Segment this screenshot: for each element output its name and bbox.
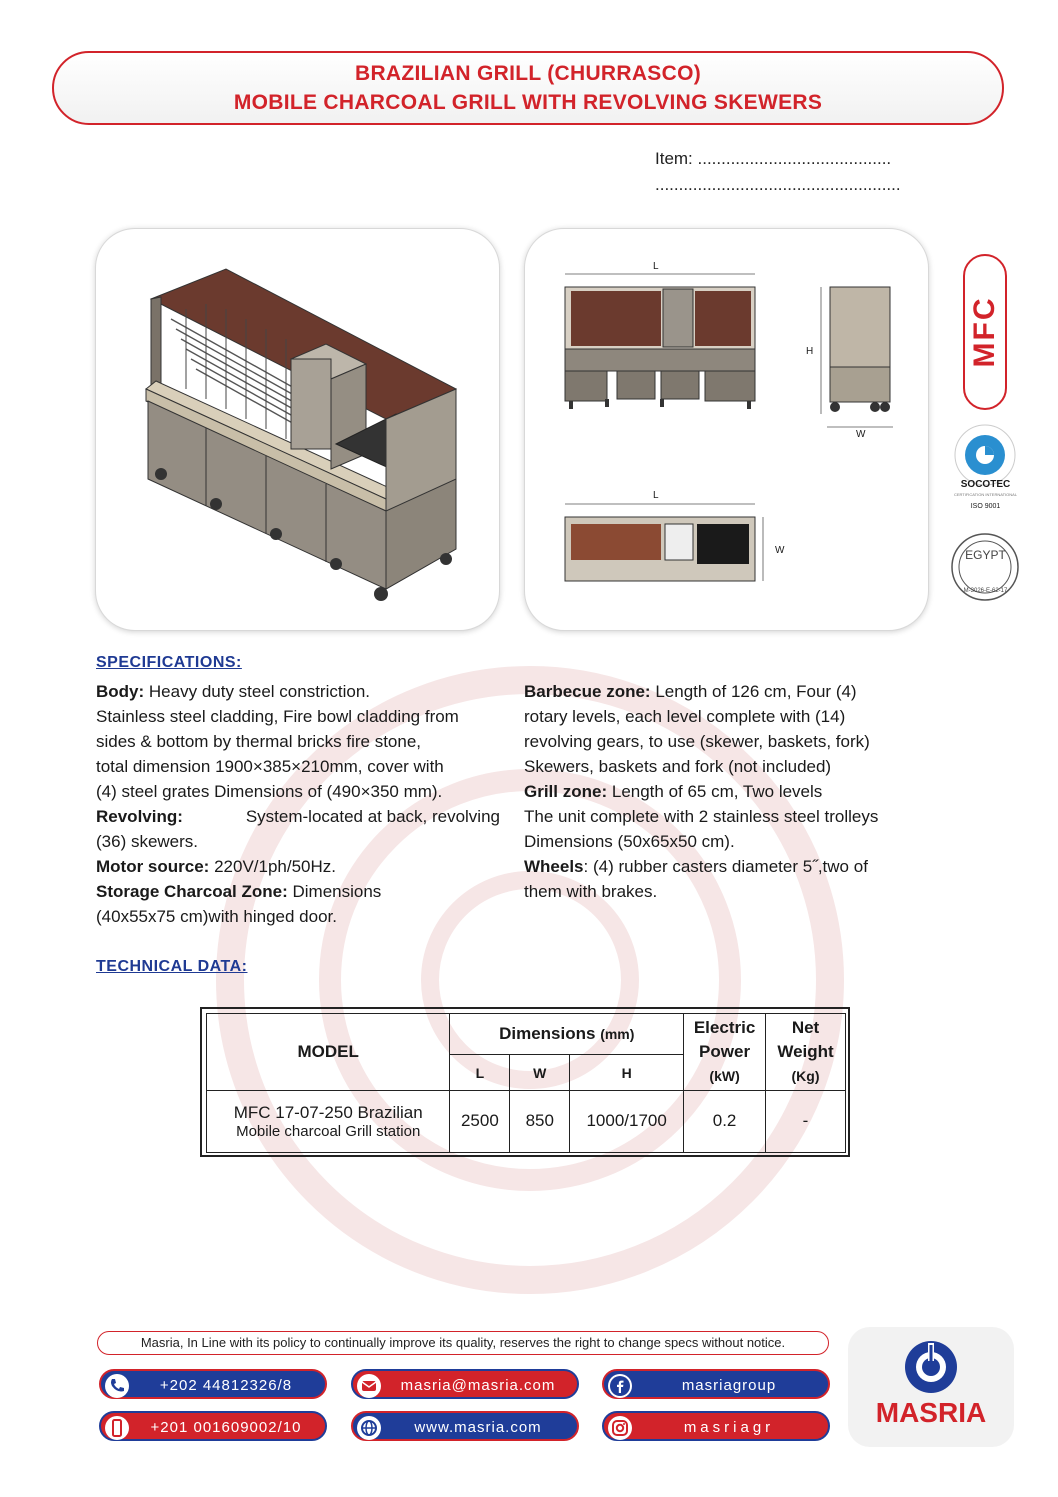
phone-2-pill[interactable] (99, 1411, 327, 1441)
website-pill[interactable] (351, 1411, 579, 1441)
body-text-2: Stainless steel cladding, Fire bowl cladding from (96, 707, 459, 726)
disclaimer: Masria, In Line with its policy to continually improve its quality, reserves the right to change specs without notice. (97, 1331, 829, 1355)
bbq-label: Barbecue zone: (524, 682, 651, 701)
col-power-unit: (kW) (709, 1067, 740, 1084)
technical-data-table (206, 1013, 846, 1153)
orthographic-drawings (525, 229, 930, 632)
specifications-heading: SPECIFICATIONS: (96, 654, 242, 671)
mfc-badge (963, 254, 1007, 410)
grill-text-3: Dimensions (50x65x50 cm). (524, 832, 735, 851)
email-text: masria@masria.com (400, 1377, 556, 1394)
row-weight-cell: - (766, 1090, 846, 1152)
grill-isometric-image (96, 229, 501, 632)
phone-1-text: +202 44812326/8 (159, 1377, 293, 1394)
row-model-line1: MFC 17-07-250 Brazilian (233, 1102, 423, 1122)
row-W-cell: 850 (510, 1090, 570, 1152)
col-power-line1: Electric (693, 1017, 756, 1037)
revolving-label: Revolving: (96, 807, 183, 826)
item-field: Item: ......................................... (655, 149, 892, 168)
drawing-label-L-front: L (653, 261, 659, 272)
wheels-text-2: them with brakes. (524, 882, 658, 901)
drawing-label-W-top: W (775, 545, 785, 556)
col-dimensions-header (450, 1014, 684, 1055)
col-L-header: L (450, 1055, 510, 1090)
phone-icon (105, 1374, 129, 1398)
email-icon (357, 1374, 381, 1398)
technical-data-table-frame (200, 1007, 850, 1157)
title-line-2: MOBILE CHARCOAL GRILL WITH REVOLVING SKEWERS (233, 91, 823, 114)
specifications-right-column (524, 679, 934, 904)
bbq-text-2: rotary levels, each level complete with (14) (524, 707, 846, 726)
website-text: www.masria.com (414, 1419, 542, 1436)
motor-label: Motor source: (96, 857, 210, 876)
mobile-phone-icon (105, 1416, 129, 1440)
wheels-label: Wheels (524, 857, 584, 876)
item-field-line2: .................................................... (655, 175, 901, 194)
col-weight-line1: Net (791, 1017, 820, 1037)
product-image-frame (95, 228, 500, 631)
phone-2-text: +201 001609002/10 (150, 1419, 302, 1436)
bbq-text-1: Length of 126 cm, Four (4) (655, 682, 857, 701)
masria-logo-icon (903, 1339, 959, 1395)
col-model-header: MODEL (207, 1014, 450, 1091)
body-label: Body: (96, 682, 145, 701)
col-weight-header (766, 1014, 846, 1091)
motor-text: 220V/1ph/50Hz. (214, 857, 336, 876)
body-text-5: (4) steel grates Dimensions of (490×350 mm). (96, 782, 443, 801)
facebook-icon (608, 1374, 632, 1398)
row-H-cell: 1000/1700 (570, 1090, 684, 1152)
col-weight-line2: Weight (777, 1041, 834, 1061)
grill-text-2: The unit complete with 2 stainless steel trolleys (524, 807, 879, 826)
storage-text-2: (40x55x75 cm)with hinged door. (96, 907, 337, 926)
col-W-header: W (510, 1055, 570, 1090)
instagram-icon (608, 1416, 632, 1440)
facebook-text: masriagroup (681, 1377, 777, 1394)
wheels-text-1: : (4) rubber casters diameter 5˝,two of (583, 857, 868, 876)
storage-label: Storage Charcoal Zone: (96, 882, 288, 901)
drawing-label-L-top: L (653, 490, 659, 501)
revolving-text-1: System-located at back, revolving (245, 807, 500, 826)
row-model-line2: Mobile charcoal Grill station (236, 1122, 421, 1140)
col-power-header (684, 1014, 766, 1091)
instagram-text: masriagr (683, 1419, 775, 1436)
drawing-label-W-side: W (856, 429, 866, 440)
drawing-label-H: H (806, 346, 814, 357)
col-dimensions-label: Dimensions (499, 1024, 596, 1044)
title-line-1: BRAZILIAN GRILL (CHURRASCO) (354, 62, 702, 85)
grill-text-1: Length of 65 cm, Two levels (611, 782, 823, 801)
grill-label: Grill zone: (524, 782, 608, 801)
col-weight-unit: (Kg) (791, 1067, 820, 1084)
title-banner (52, 51, 1004, 125)
col-H-header: H (570, 1055, 684, 1090)
socotec-arc-text: CERTIFICATION INTERNATIONAL (953, 492, 1018, 497)
masria-logo-text: MASRIA (875, 1397, 987, 1428)
technical-drawings-frame (524, 228, 929, 631)
table-row (207, 1090, 846, 1152)
mfc-badge-text: MFC (968, 296, 1001, 368)
row-L-cell: 2500 (450, 1090, 510, 1152)
bbq-text-3: revolving gears, to use (skewer, baskets, fork) (524, 732, 870, 751)
egypt-certification-badge (948, 530, 1023, 605)
technical-data-heading: TECHNICAL DATA: (96, 958, 248, 975)
egypt-code: M-3026-E-62-17 (963, 588, 1008, 594)
col-power-line2: Power (699, 1041, 751, 1061)
email-pill[interactable] (351, 1369, 579, 1399)
row-model-cell (207, 1090, 450, 1152)
col-dimensions-unit: (mm) (600, 1026, 635, 1043)
bbq-text-4: Skewers, baskets and fork (not included) (524, 757, 832, 776)
specifications-left-column (96, 679, 500, 929)
phone-1-pill[interactable] (99, 1369, 327, 1399)
socotec-name: SOCOTEC (960, 479, 1011, 490)
masria-logo (848, 1327, 1014, 1447)
egypt-label: EGYPT (965, 548, 1006, 562)
facebook-pill[interactable] (602, 1369, 830, 1399)
body-text-3: sides & bottom by thermal bricks fire stone, (96, 732, 422, 751)
globe-icon (357, 1416, 381, 1440)
storage-text-1: Dimensions (292, 882, 382, 901)
socotec-certification-badge (948, 421, 1023, 516)
row-power-cell: 0.2 (684, 1090, 766, 1152)
body-text-4: total dimension 1900×385×210mm, cover with (96, 757, 444, 776)
body-text-1: Heavy duty steel constriction. (148, 682, 371, 701)
revolving-text-2: (36) skewers. (96, 832, 199, 851)
iso-standard: ISO 9001 (970, 503, 1001, 510)
instagram-pill[interactable] (602, 1411, 830, 1441)
